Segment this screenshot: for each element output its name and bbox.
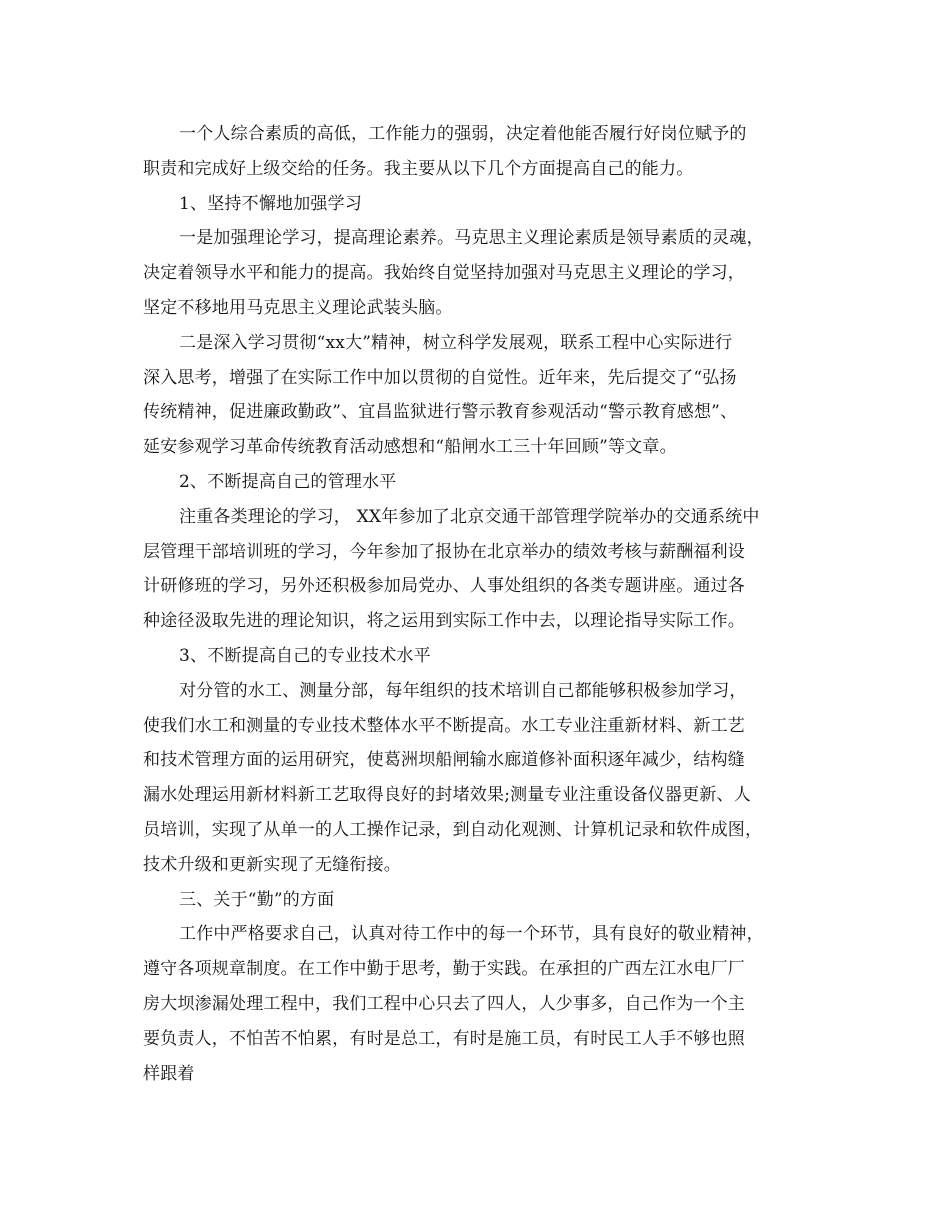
paragraph-first-line: 1、坚持不懈地加强学习 [179,193,363,214]
paragraph-line: 坚定不移地用马克思主义理论武装头脑。 [143,297,453,318]
paragraph-line: 遵守各项规章制度。在工作中勤于思考，勤于实践。在承担的广西左江水电厂厂 [143,959,745,980]
paragraph [143,326,808,465]
paragraph-first-line: 3、不断提高自己的专业技术水平 [179,645,431,666]
paragraph-line: 要负责人，不怕苦不怕累，有时是总工，有时是施工员，有时民工人手不够也照 [143,1028,745,1049]
paragraph [143,883,808,918]
paragraph-first-line: 一个人综合素质的高低，工作能力的强弱，决定着他能否履行好岗位赋予的 [179,124,747,144]
paragraph-first-line: 注重各类理论的学习， XX年参加了北京交通干部管理学院举办的交通系统中 [179,506,760,527]
paragraph-first-line: 工作中严格要求自己，认真对待工作中的每一个环节，具有良好的敬业精神， [179,924,764,945]
paragraph-line: 决定着领导水平和能力的提高。我始终自觉坚持加强对马克思主义理论的学习， [143,263,745,284]
document-body [143,117,808,1091]
paragraph [143,187,808,222]
paragraph-line: 技术升级和更新实现了无缝衔接。 [143,854,401,875]
paragraph-line: 深入思考，增强了在实际工作中加以贯彻的自觉性。近年来，先后提交了“弘扬 [143,367,737,388]
paragraph-first-line: 一是加强理论学习，提高理论素养。马克思主义理论素质是领导素质的灵魂， [179,228,764,249]
paragraph-line: 使我们水工和测量的专业技术整体水平不断提高。水工专业注重新材料、新工艺 [143,715,745,736]
paragraph [143,465,808,500]
paragraph-line: 员培训，实现了从单一的人工操作记录，到自动化观测、计算机记录和软件成图， [143,819,763,840]
paragraph-line: 样跟着 [143,1063,195,1084]
paragraph-line: 职责和完成好上级交给的任务。我主要从以下几个方面提高自己的能力。 [143,158,694,179]
paragraph-first-line: 二是深入学习贯彻“xx大”精神，树立科学发展观，联系工程中心实际进行 [179,332,733,353]
paragraph [143,117,808,187]
paragraph-first-line: 三、关于“勤”的方面 [179,889,335,910]
paragraph-line: 房大坝渗漏处理工程中，我们工程中心只去了四人，人少事多，自己作为一个主 [143,993,745,1014]
paragraph-line: 计研修班的学习，另外还积极参加局党办、人事处组织的各类专题讲座。通过各 [143,576,745,597]
paragraph-line: 和技术管理方面的运用研究，使葛洲坝船闸输水廊道修补面积逐年减少，结构缝 [143,750,745,771]
paragraph-first-line: 2、不断提高自己的管理水平 [179,471,397,492]
paragraph [143,674,808,883]
paragraph [143,221,808,325]
paragraph [143,917,808,1091]
paragraph [143,500,808,639]
paragraph-line: 漏水处理运用新材料新工艺取得良好的封堵效果;测量专业注重设备仪器更新、人 [143,785,751,806]
paragraph-line: 层管理干部培训班的学习，今年参加了报协在北京举办的绩效考核与薪酬福利设 [143,541,745,562]
paragraph-first-line: 对分管的水工、测量分部，每年组织的技术培训自己都能够积极参加学习， [179,680,747,701]
paragraph-line: 延安参观学习革命传统教育活动感想和“船闸水工三十年回顾”等文章。 [143,437,677,458]
paragraph-line: 种途径汲取先进的理论知识，将之运用到实际工作中去，以理论指导实际工作。 [143,611,745,632]
paragraph [143,639,808,674]
paragraph-line: 传统精神，促进廉政勤政”、宜昌监狱进行警示教育参观活动“警示教育感想”、 [143,402,738,423]
